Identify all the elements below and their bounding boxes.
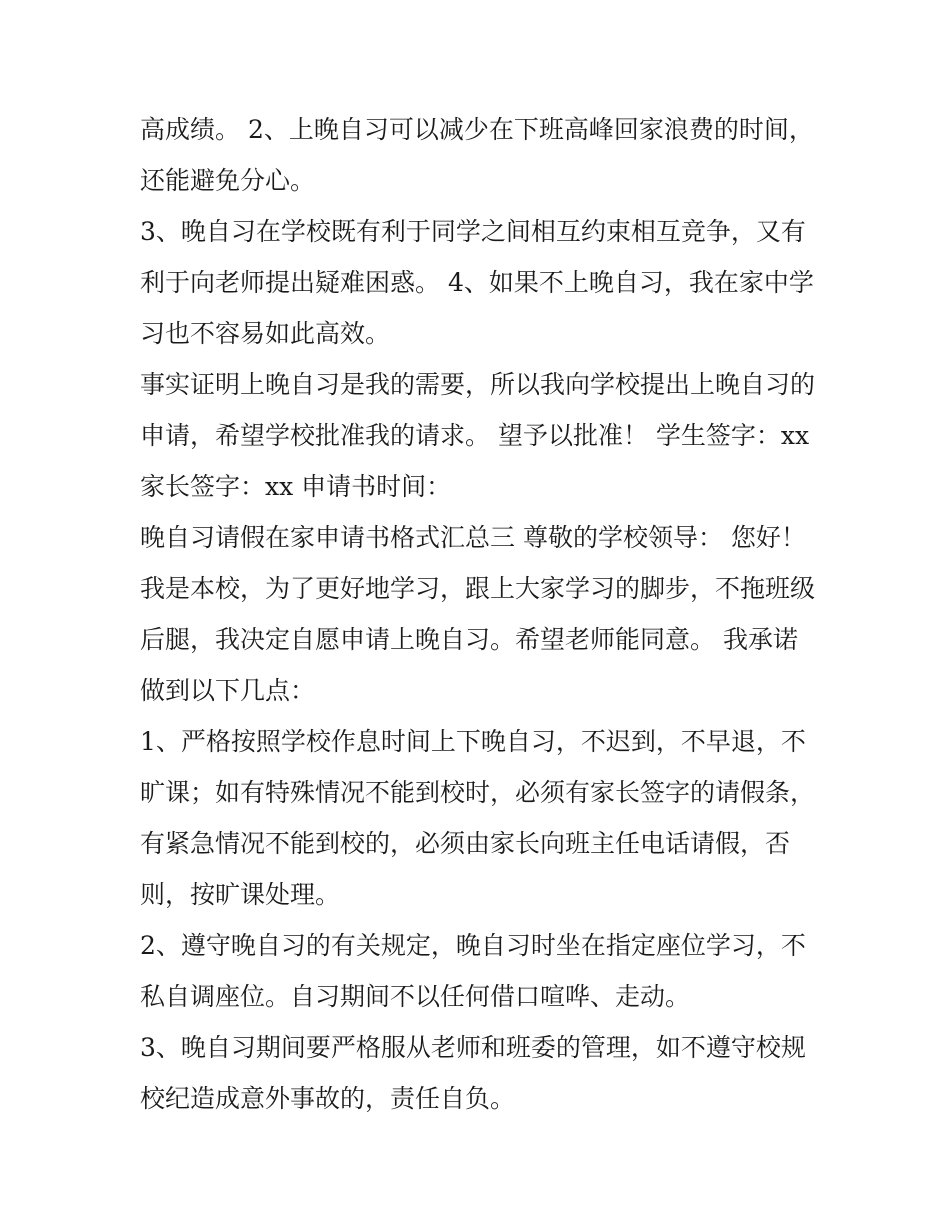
text-line: 做到以下几点：: [140, 676, 316, 705]
text-line: 有紧急情况不能到校的，必须由家长向班主任电话请假，否: [140, 829, 791, 858]
text-line: 私自调座位。自习期间不以任何借口喧哗、走动。: [140, 982, 691, 1011]
text-line: 3、晚自习在学校既有利于同学之间相互约束相互竞争，又有: [140, 217, 806, 246]
text-line: 家长签字：xx 申请书时间：: [140, 472, 452, 501]
text-line: 事实证明上晚自习是我的需要，所以我向学校提出上晚自习的: [140, 370, 816, 399]
text-line: 申请，希望学校批准我的请求。 望予以批准！ 学生签字：xx: [140, 421, 810, 450]
text-line: 还能避免分心。: [140, 166, 316, 195]
document-body: [140, 104, 820, 1124]
text-line: 利于向老师提出疑难困惑。 4、如果不上晚自习，我在家中学: [140, 268, 814, 297]
text-line: 则，按旷课处理。: [140, 880, 341, 909]
text-line: 我是本校，为了更好地学习，跟上大家学习的脚步，不拖班级: [140, 574, 816, 603]
text-line: 3、晚自习期间要严格服从老师和班委的管理，如不遵守校规: [140, 1033, 806, 1062]
text-line: 后腿，我决定自愿申请上晚自习。希望老师能同意。 我承诺: [140, 625, 798, 654]
text-line: 2、遵守晚自习的有关规定，晚自习时坐在指定座位学习，不: [140, 931, 806, 960]
text-line: 校纪造成意外事故的，责任自负。: [140, 1084, 516, 1113]
text-line: 高成绩。 2、上晚自习可以减少在下班高峰回家浪费的时间，: [140, 115, 814, 144]
text-line: 晚自习请假在家申请书格式汇总三 尊敬的学校领导： 您好！: [140, 523, 806, 552]
text-line: 旷课；如有特殊情况不能到校时，必须有家长签字的请假条，: [140, 778, 816, 807]
text-line: 习也不容易如此高效。: [140, 319, 391, 348]
text-line: 1、严格按照学校作息时间上下晚自习，不迟到，不早退，不: [140, 727, 806, 756]
